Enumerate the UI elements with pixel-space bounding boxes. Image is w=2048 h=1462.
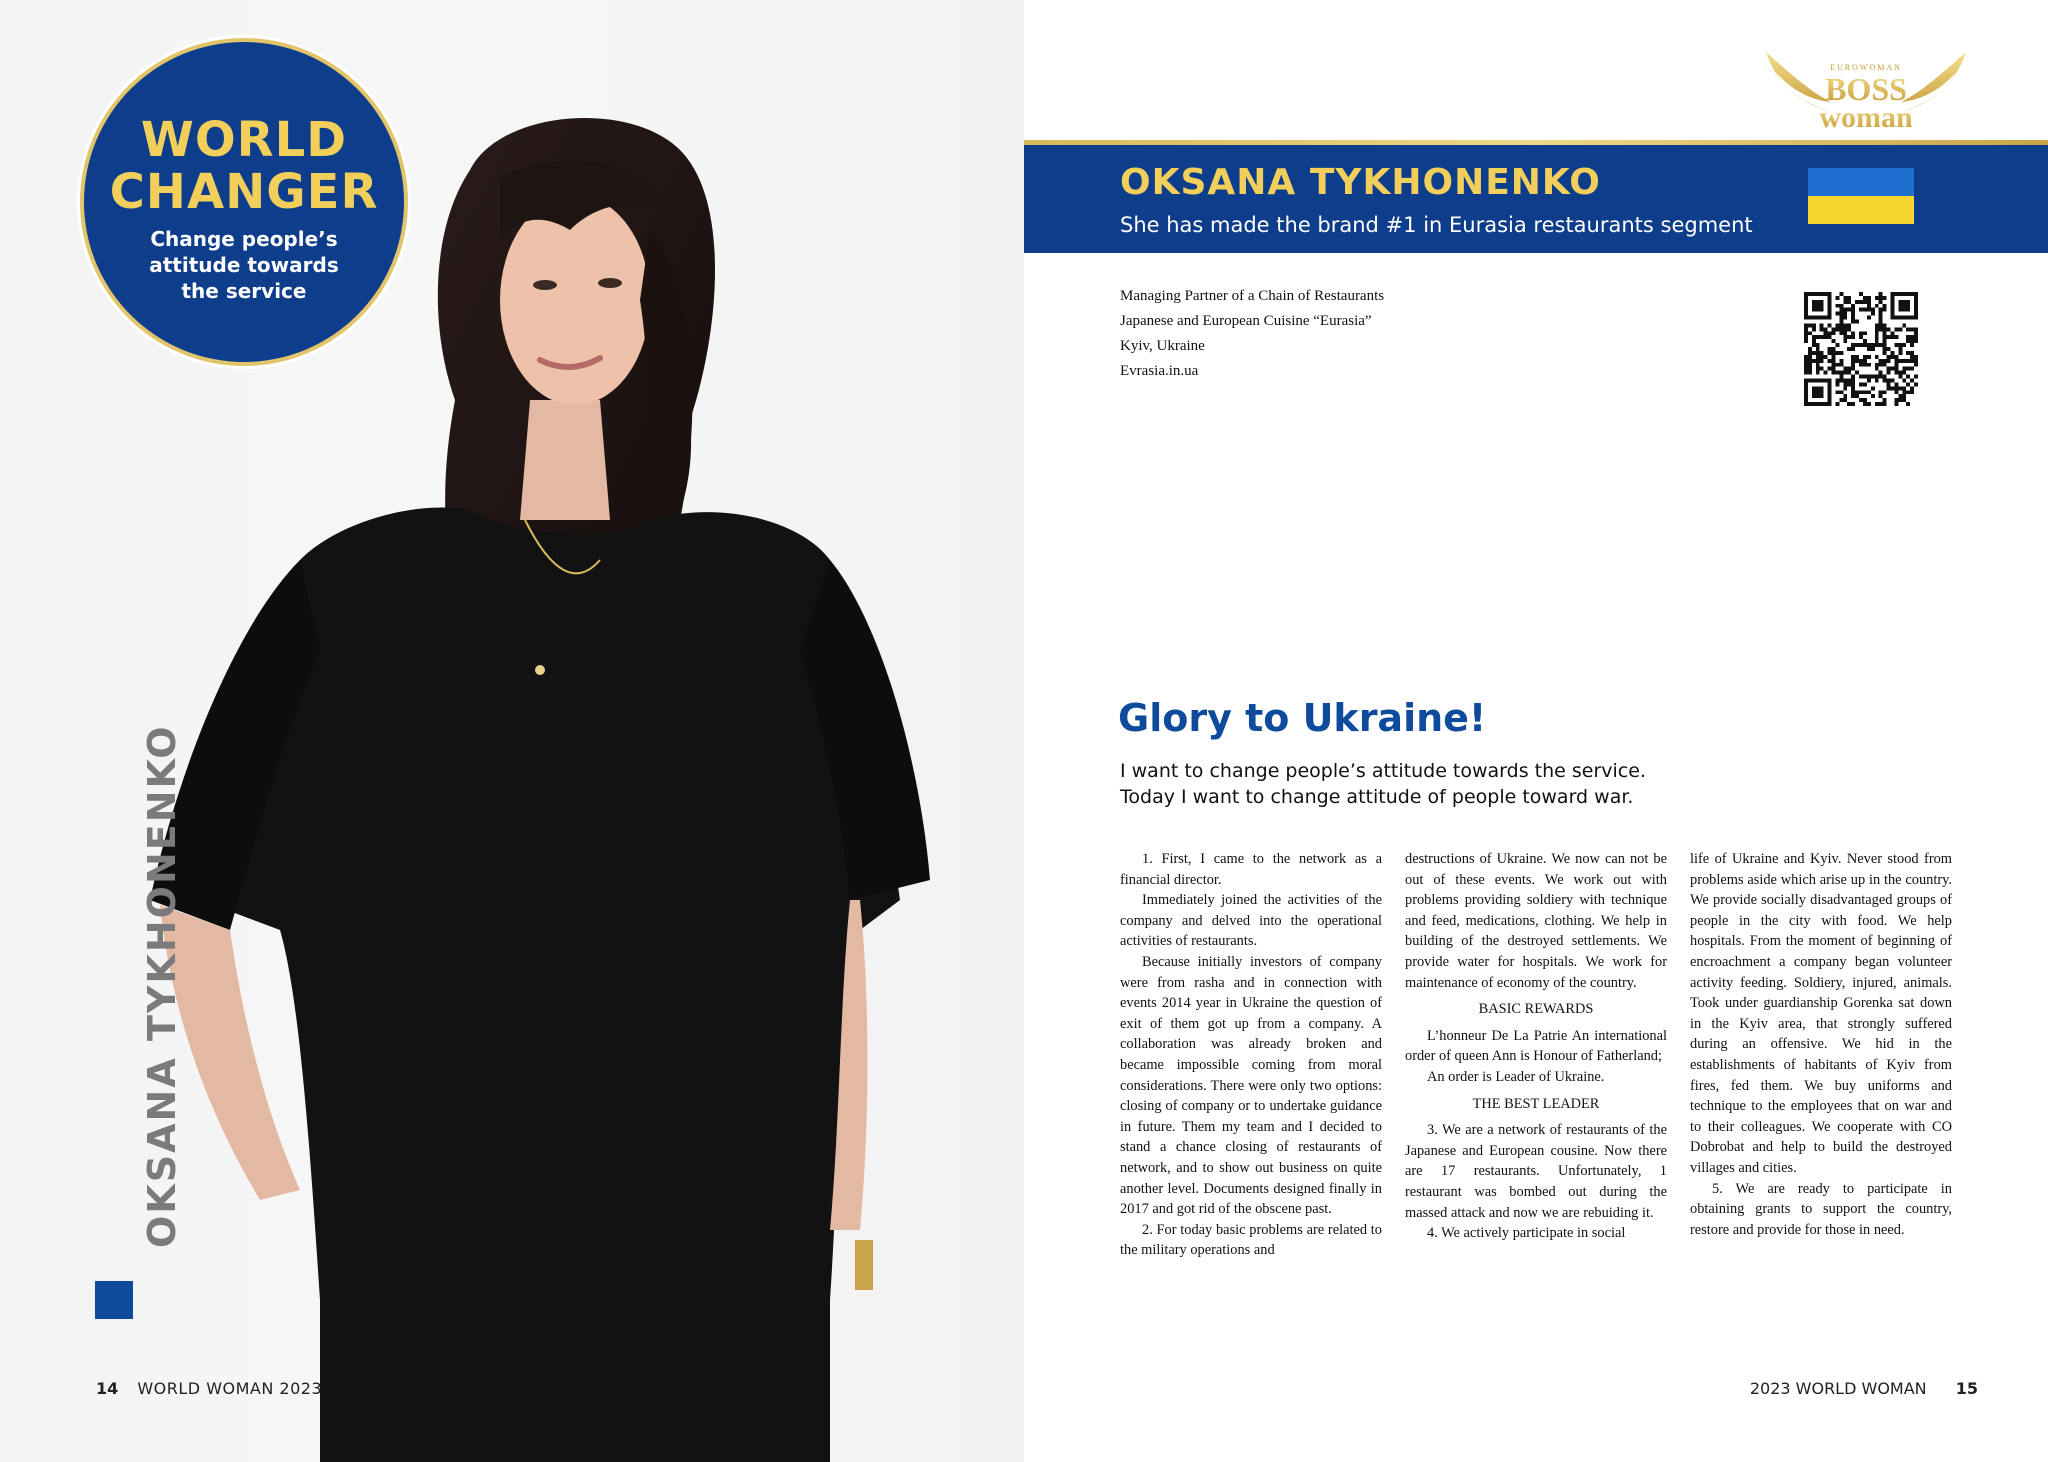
article-column-2	[1405, 849, 1667, 1244]
paragraph: Immediately joined the activities of the company and delved into the operational activities of restaurants.	[1120, 892, 1382, 950]
badge-title-line2: CHANGER	[109, 164, 379, 220]
badge-subtitle-line3: the service	[181, 279, 307, 303]
left-footer	[96, 1379, 322, 1398]
article-column-3	[1690, 849, 1952, 1240]
paragraph: 3. We are a network of restaurants of the Japanese and European cousine. Now there are 17 restaurants. Unfortunately, 1 restaurant was bombed out during the massed attack and now we are rebuiding it.	[1405, 1122, 1667, 1221]
paragraph: life of Ukraine and Kyiv. Never stood from problems aside which arise up in the country. We provide socially disadvantaged groups of people in the city with food. We help hospitals. From the moment of beginning of encroachment a company began volunteer activity feeding. Soldiery, injured, animals. Took under guardianship Gorenka sat down in the Kyiv area, that strongly suffered during an offensive. We hid in the establishments of habitants of Kyiv from fires, fed them. We buy uniforms and technique to the employees that on war and to their colleagues. We cooperate with CO Dobrobat and help to build the destroyed villages and cities.	[1690, 851, 1952, 1176]
svg-text:woman: woman	[1819, 101, 1913, 134]
section-heading-rewards: BASIC REWARDS	[1478, 1001, 1594, 1018]
vertical-name: OKSANA TYKHONENKO	[140, 724, 184, 1248]
person-name: OKSANA TYKHONENKO	[1120, 162, 1601, 203]
right-magazine-name: 2023 WORLD WOMAN	[1749, 1379, 1927, 1398]
intro-line: I want to change people’s attitude towards the service.	[1120, 760, 1646, 782]
paragraph: destructions of Ukraine. We now can not be out of these events. We work out with problems providing soldiery with technique and feed, medications, clothing. We help in building of the destroyed settlements. We provide water for hospitals. We work for maintenance of economy of the country.	[1405, 851, 1667, 991]
world-changer-badge	[84, 42, 404, 362]
paragraph: 5. We are ready to participate in obtaining grants to support the country, restore and provide for those in need.	[1690, 1180, 1952, 1238]
left-page-number: 14	[96, 1379, 119, 1398]
article-intro	[1120, 758, 1646, 810]
article-column-1	[1120, 849, 1382, 1261]
paragraph: 1. First, I came to the network as a financial director.	[1120, 851, 1382, 888]
svg-text:BOSS: BOSS	[1825, 71, 1907, 107]
badge-subtitle	[114, 226, 374, 304]
paragraph: 4. We actively participate in social	[1427, 1225, 1626, 1242]
blue-square-marker	[95, 1281, 133, 1319]
left-magazine-name: WORLD WOMAN 2023	[137, 1379, 323, 1398]
paragraph: An order is Leader of Ukraine.	[1427, 1068, 1605, 1085]
right-page	[1024, 0, 2048, 1462]
right-footer	[1724, 1379, 1978, 1398]
contact-block	[1120, 284, 1384, 384]
contact-line: Kyiv, Ukraine	[1120, 338, 1205, 354]
section-heading-best-leader: THE BEST LEADER	[1472, 1095, 1600, 1112]
paragraph: Because initially investors of company were from rasha and in connection with events 2014 year in Ukraine the question of exit of them got up from a company. A collaboration was already broken and became impossible coming from moral considerations. There were only two options: closing of company or to undertake guidance in future. Them my team and I decided to stand a chance closing of restaurants of network, and to show out business on quite another level. Documents designed finally in 2017 and got rid of the obscene past.	[1120, 953, 1382, 1218]
badge-title-line1: WORLD	[140, 112, 348, 168]
qr-code-icon[interactable]	[1804, 292, 1918, 406]
badge-subtitle-line1: Change people’s	[150, 227, 338, 251]
right-page-number: 15	[1955, 1379, 1978, 1398]
badge-title	[84, 114, 404, 218]
ukraine-flag-icon	[1808, 168, 1914, 224]
contact-line: Japanese and European Cuisine “Eurasia”	[1120, 313, 1372, 329]
paragraph: 2. For today basic problems are related to the military operations and	[1120, 1221, 1382, 1259]
intro-line: Today I want to change attitude of people toward war.	[1120, 786, 1634, 808]
contact-website: Evrasia.in.ua	[1120, 363, 1199, 379]
article-headline: Glory to Ukraine!	[1118, 696, 1487, 740]
contact-line: Managing Partner of a Chain of Restaurants	[1120, 288, 1385, 304]
svg-text:EUROWOMAN: EUROWOMAN	[1830, 63, 1902, 72]
person-tagline: She has made the brand #1 in Eurasia restaurants segment	[1120, 213, 1753, 237]
boss-woman-logo	[1736, 42, 1996, 142]
badge-subtitle-line2: attitude towards	[149, 253, 339, 277]
paragraph: L’honneur De La Patrie An international order of queen Ann is Honour of Fatherland;	[1405, 1027, 1667, 1065]
